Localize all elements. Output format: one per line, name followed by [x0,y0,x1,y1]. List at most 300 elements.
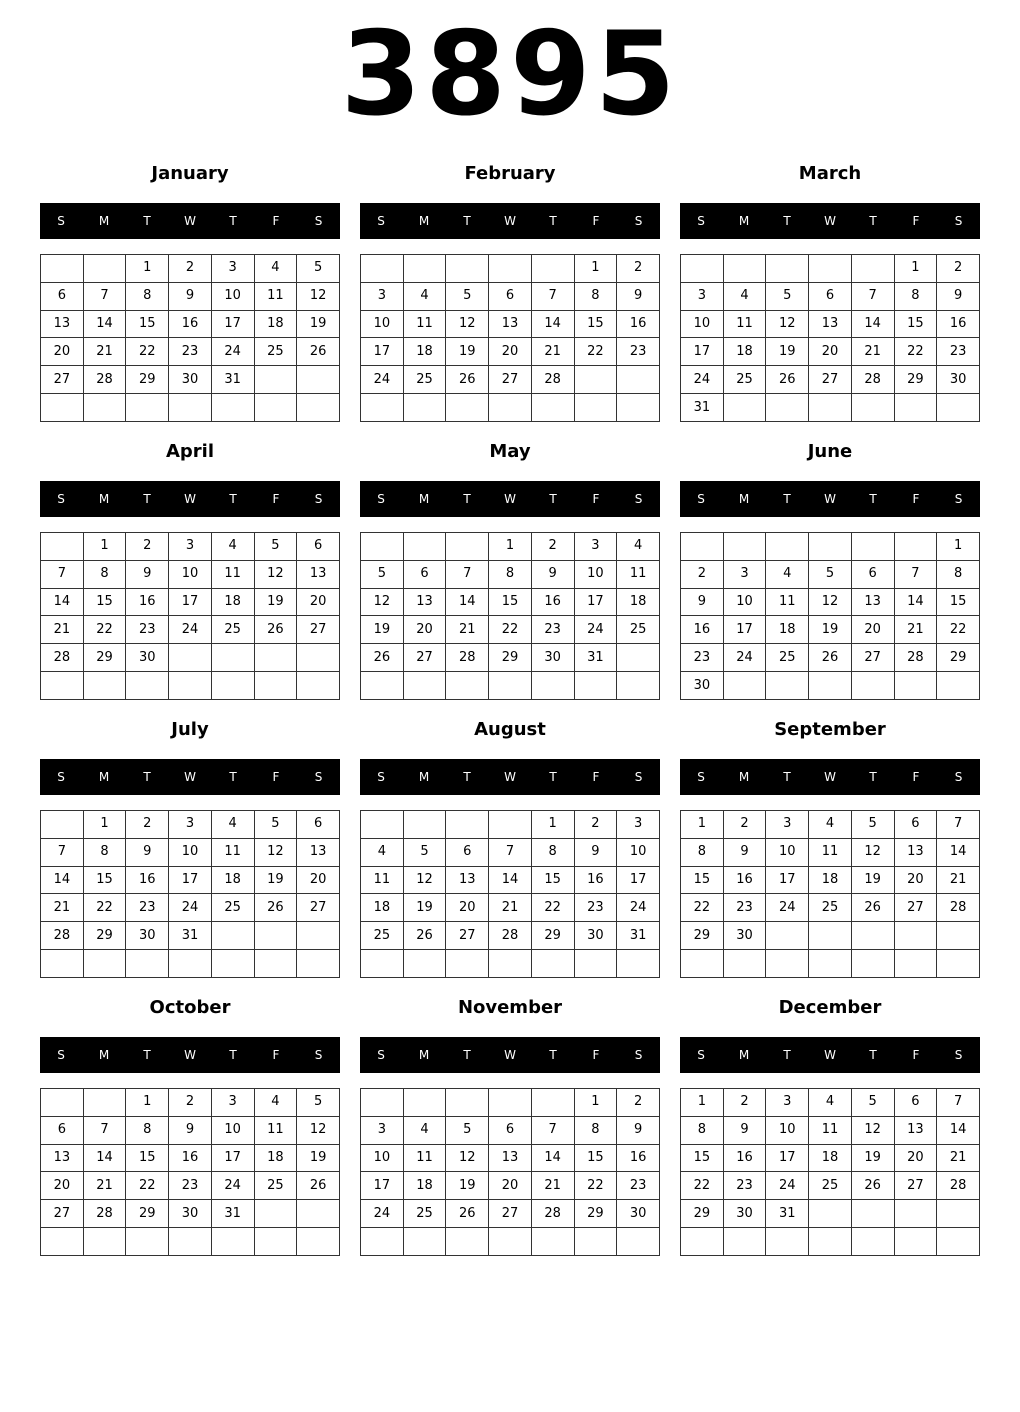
day-cell: 18 [361,894,404,922]
day-cell: 14 [937,1116,980,1144]
week-row [41,1228,340,1256]
day-cell: 8 [681,1116,724,1144]
day-cell [489,950,532,978]
day-cell [574,366,617,394]
day-cell: 19 [361,616,404,644]
day-cell: 28 [83,366,126,394]
day-cell: 1 [681,1089,724,1117]
month-name: April [165,441,215,462]
day-cell [403,1228,446,1256]
day-grid [360,532,660,700]
day-cell: 20 [41,1172,84,1200]
day-cell: 23 [574,894,617,922]
day-cell: 16 [723,866,766,894]
day-cell [681,1228,724,1256]
day-cell: 22 [83,894,126,922]
day-cell [617,644,660,672]
day-cell: 25 [403,1200,446,1228]
year-title: 3895 [340,7,680,142]
day-cell [894,533,937,561]
day-cell: 6 [446,838,489,866]
day-cell [894,394,937,422]
weekday-label: W [824,492,837,506]
day-cell: 15 [83,588,126,616]
day-cell: 12 [361,588,404,616]
day-cell [83,255,126,283]
weekday-label: F [592,1048,601,1062]
day-cell: 3 [361,1116,404,1144]
day-cell: 12 [446,310,489,338]
day-cell: 10 [169,838,212,866]
day-cell [809,672,852,700]
day-cell: 6 [489,282,532,310]
day-cell [169,644,212,672]
day-cell: 1 [531,811,574,839]
day-cell [681,533,724,561]
month-name: December [778,997,882,1018]
day-cell: 15 [574,1144,617,1172]
day-cell [297,1228,340,1256]
day-cell: 15 [531,866,574,894]
weekday-label: M [98,492,111,506]
weekday-label: T [783,1048,792,1062]
week-row [41,950,340,978]
day-cell: 6 [297,533,340,561]
day-cell: 30 [531,644,574,672]
week-row [681,533,980,561]
weekday-label: S [954,492,964,506]
day-cell: 4 [211,533,254,561]
day-cell: 15 [126,310,169,338]
weekday-label: F [272,1048,281,1062]
weekday-label: S [57,1048,66,1062]
day-cell [361,1228,404,1256]
day-cell: 21 [489,894,532,922]
weekday-header [680,759,980,795]
day-cell: 4 [766,560,809,588]
weekday-label: T [783,492,792,506]
day-cell: 13 [489,1144,532,1172]
weekday-label: F [912,492,921,506]
month-name: November [457,997,563,1018]
day-cell: 7 [937,1089,980,1117]
day-cell [851,1228,894,1256]
day-cell: 26 [403,922,446,950]
day-cell [126,672,169,700]
day-cell: 15 [489,588,532,616]
day-cell: 20 [894,1144,937,1172]
day-cell: 13 [41,310,84,338]
week-row [41,1116,340,1144]
day-cell [297,922,340,950]
weekday-label: T [143,1048,152,1062]
day-cell [126,394,169,422]
weekday-label: M [418,770,431,784]
day-cell [809,255,852,283]
day-cell: 23 [723,1172,766,1200]
day-cell: 8 [83,560,126,588]
day-cell: 12 [446,1144,489,1172]
day-cell: 12 [809,588,852,616]
day-cell: 11 [809,1116,852,1144]
day-cell: 23 [126,616,169,644]
week-row [681,894,980,922]
day-cell: 10 [681,310,724,338]
weekday-label: T [143,492,152,506]
day-cell: 7 [446,560,489,588]
day-cell [446,394,489,422]
day-cell: 26 [361,644,404,672]
week-row [361,922,660,950]
day-cell [403,1089,446,1117]
day-cell: 21 [937,1144,980,1172]
weekday-header [360,1037,660,1073]
day-cell: 6 [851,560,894,588]
day-cell: 9 [126,838,169,866]
day-cell [254,644,297,672]
day-cell: 19 [254,866,297,894]
day-cell: 2 [723,811,766,839]
day-cell: 7 [894,560,937,588]
day-cell: 27 [297,894,340,922]
day-cell [809,922,852,950]
day-cell: 3 [211,255,254,283]
day-cell: 25 [361,922,404,950]
day-cell [446,950,489,978]
day-cell: 21 [41,616,84,644]
day-cell: 24 [766,894,809,922]
weekday-label: T [143,214,152,228]
weekday-label: W [504,770,517,784]
day-cell: 29 [681,1200,724,1228]
day-cell: 26 [766,366,809,394]
day-cell: 20 [894,866,937,894]
day-cell: 6 [297,811,340,839]
day-cell [489,255,532,283]
day-cell: 24 [361,366,404,394]
day-cell: 16 [681,616,724,644]
day-cell: 21 [851,338,894,366]
day-cell [766,672,809,700]
day-cell [169,394,212,422]
day-cell: 25 [254,338,297,366]
weekday-label: M [98,770,111,784]
day-cell: 27 [809,366,852,394]
day-cell: 25 [403,366,446,394]
weekday-header [360,203,660,239]
day-cell: 4 [809,1089,852,1117]
weekday-label: F [592,770,601,784]
day-cell [126,1228,169,1256]
day-cell: 19 [446,338,489,366]
week-row [41,560,340,588]
weekday-header [680,481,980,517]
day-cell: 24 [169,894,212,922]
day-cell: 11 [809,838,852,866]
day-cell: 25 [766,644,809,672]
day-cell: 19 [851,1144,894,1172]
day-cell [361,1089,404,1117]
day-cell [617,1228,660,1256]
weekday-header [40,481,340,517]
day-cell: 16 [531,588,574,616]
day-cell: 11 [361,866,404,894]
day-cell [723,1228,766,1256]
day-cell [403,533,446,561]
day-cell: 24 [617,894,660,922]
day-cell [403,394,446,422]
day-cell: 24 [766,1172,809,1200]
week-row [361,338,660,366]
day-cell: 17 [574,588,617,616]
weekday-label: T [463,492,472,506]
day-cell: 14 [937,838,980,866]
day-cell [851,255,894,283]
day-cell: 1 [574,255,617,283]
week-row [681,950,980,978]
weekday-label: M [98,214,111,228]
day-cell: 17 [766,1144,809,1172]
weekday-header [40,759,340,795]
day-cell: 2 [169,1089,212,1117]
day-cell: 24 [211,338,254,366]
day-cell: 8 [574,1116,617,1144]
day-cell: 10 [766,838,809,866]
day-cell: 5 [297,255,340,283]
day-cell [617,366,660,394]
day-cell: 19 [851,866,894,894]
day-cell: 3 [766,811,809,839]
weekday-label: S [697,770,706,784]
day-cell [809,533,852,561]
day-cell: 13 [809,310,852,338]
weekday-label: W [824,1048,837,1062]
day-cell: 27 [894,894,937,922]
day-cell: 3 [681,282,724,310]
day-cell: 27 [446,922,489,950]
day-cell: 21 [894,616,937,644]
weekday-label: F [592,492,601,506]
day-cell [83,394,126,422]
day-cell [809,950,852,978]
day-cell: 23 [169,1172,212,1200]
month-name: June [807,441,853,462]
day-cell: 28 [531,1200,574,1228]
day-cell [574,394,617,422]
day-cell [446,1089,489,1117]
day-cell: 5 [446,1116,489,1144]
weekday-label: S [634,214,644,228]
week-row [41,838,340,866]
day-cell [83,1089,126,1117]
day-cell: 19 [254,588,297,616]
week-row [361,644,660,672]
day-cell: 31 [169,922,212,950]
day-cell: 10 [211,1116,254,1144]
day-cell: 29 [531,922,574,950]
day-cell: 4 [403,282,446,310]
weekday-label: S [314,492,324,506]
day-grid [40,810,340,978]
day-cell [361,255,404,283]
day-cell: 15 [574,310,617,338]
week-row [681,1116,980,1144]
day-cell: 20 [489,1172,532,1200]
weekday-label: W [184,1048,197,1062]
day-cell [937,922,980,950]
day-cell: 28 [83,1200,126,1228]
week-row [681,644,980,672]
day-cell: 28 [937,1172,980,1200]
weekday-label: F [912,770,921,784]
day-cell [681,255,724,283]
day-cell: 12 [403,866,446,894]
week-row [681,1172,980,1200]
day-cell: 8 [126,1116,169,1144]
day-cell [681,950,724,978]
day-cell: 31 [766,1200,809,1228]
weekday-label: F [912,1048,921,1062]
weekday-label: S [697,1048,706,1062]
day-cell [169,1228,212,1256]
weekday-label: W [504,214,517,228]
day-cell: 14 [41,866,84,894]
week-row [361,838,660,866]
day-cell: 6 [403,560,446,588]
day-cell [489,811,532,839]
day-cell: 18 [809,866,852,894]
day-cell [169,672,212,700]
week-row [681,282,980,310]
weekday-label: T [869,1048,878,1062]
week-row [41,616,340,644]
day-cell [766,950,809,978]
day-cell: 27 [403,644,446,672]
day-cell: 27 [489,1200,532,1228]
weekday-label: T [463,214,472,228]
day-cell: 8 [126,282,169,310]
day-cell: 3 [361,282,404,310]
day-cell: 23 [723,894,766,922]
day-cell [211,672,254,700]
day-cell: 14 [894,588,937,616]
day-grid [40,1088,340,1256]
weekday-label: W [824,770,837,784]
day-cell: 17 [681,338,724,366]
day-cell: 12 [254,838,297,866]
day-cell: 11 [766,588,809,616]
day-cell: 15 [126,1144,169,1172]
day-cell [446,672,489,700]
day-cell: 10 [361,1144,404,1172]
day-cell: 18 [403,1172,446,1200]
month-name: February [464,163,556,184]
day-cell: 21 [83,1172,126,1200]
week-row [681,922,980,950]
day-cell: 3 [723,560,766,588]
day-cell: 24 [169,616,212,644]
weekday-label: M [738,770,751,784]
day-cell: 25 [211,616,254,644]
day-cell: 30 [574,922,617,950]
day-cell: 3 [169,533,212,561]
day-cell: 4 [254,1089,297,1117]
week-row [41,282,340,310]
week-row [41,338,340,366]
day-cell [126,950,169,978]
day-cell: 7 [531,1116,574,1144]
day-cell [41,533,84,561]
day-cell: 18 [254,310,297,338]
weekday-label: T [869,214,878,228]
day-cell: 23 [126,894,169,922]
day-cell [489,1228,532,1256]
day-cell [403,672,446,700]
day-cell [851,394,894,422]
day-cell: 12 [297,282,340,310]
day-cell [489,672,532,700]
day-cell [809,1228,852,1256]
day-cell: 6 [894,811,937,839]
weekday-label: S [314,214,324,228]
day-cell: 25 [211,894,254,922]
weekday-label: W [504,492,517,506]
weekday-label: S [634,1048,644,1062]
week-row [361,1089,660,1117]
week-row [41,894,340,922]
day-cell: 16 [617,1144,660,1172]
day-grid [360,1088,660,1256]
day-cell: 3 [574,533,617,561]
day-cell [41,950,84,978]
day-cell [617,672,660,700]
day-cell: 9 [169,282,212,310]
day-cell: 26 [809,644,852,672]
day-cell: 8 [83,838,126,866]
day-cell: 24 [211,1172,254,1200]
week-row [41,394,340,422]
weekday-label: S [57,492,66,506]
day-cell: 22 [937,616,980,644]
day-cell [723,672,766,700]
day-cell [894,922,937,950]
day-cell: 6 [41,1116,84,1144]
week-row [361,255,660,283]
week-row [41,866,340,894]
day-cell: 28 [531,366,574,394]
day-cell: 30 [723,1200,766,1228]
day-cell [41,1228,84,1256]
day-cell: 13 [851,588,894,616]
day-cell: 8 [574,282,617,310]
weekday-label: M [738,1048,751,1062]
day-cell: 24 [361,1200,404,1228]
day-cell: 19 [446,1172,489,1200]
day-cell [211,644,254,672]
day-cell: 7 [851,282,894,310]
day-cell: 31 [617,922,660,950]
weekday-label: S [634,770,644,784]
day-cell: 20 [489,338,532,366]
week-row [681,1089,980,1117]
day-cell [531,394,574,422]
day-cell: 22 [83,616,126,644]
weekday-label: S [377,214,386,228]
weekday-label: W [504,1048,517,1062]
day-cell: 1 [574,1089,617,1117]
day-grid [680,810,980,978]
week-row [361,894,660,922]
